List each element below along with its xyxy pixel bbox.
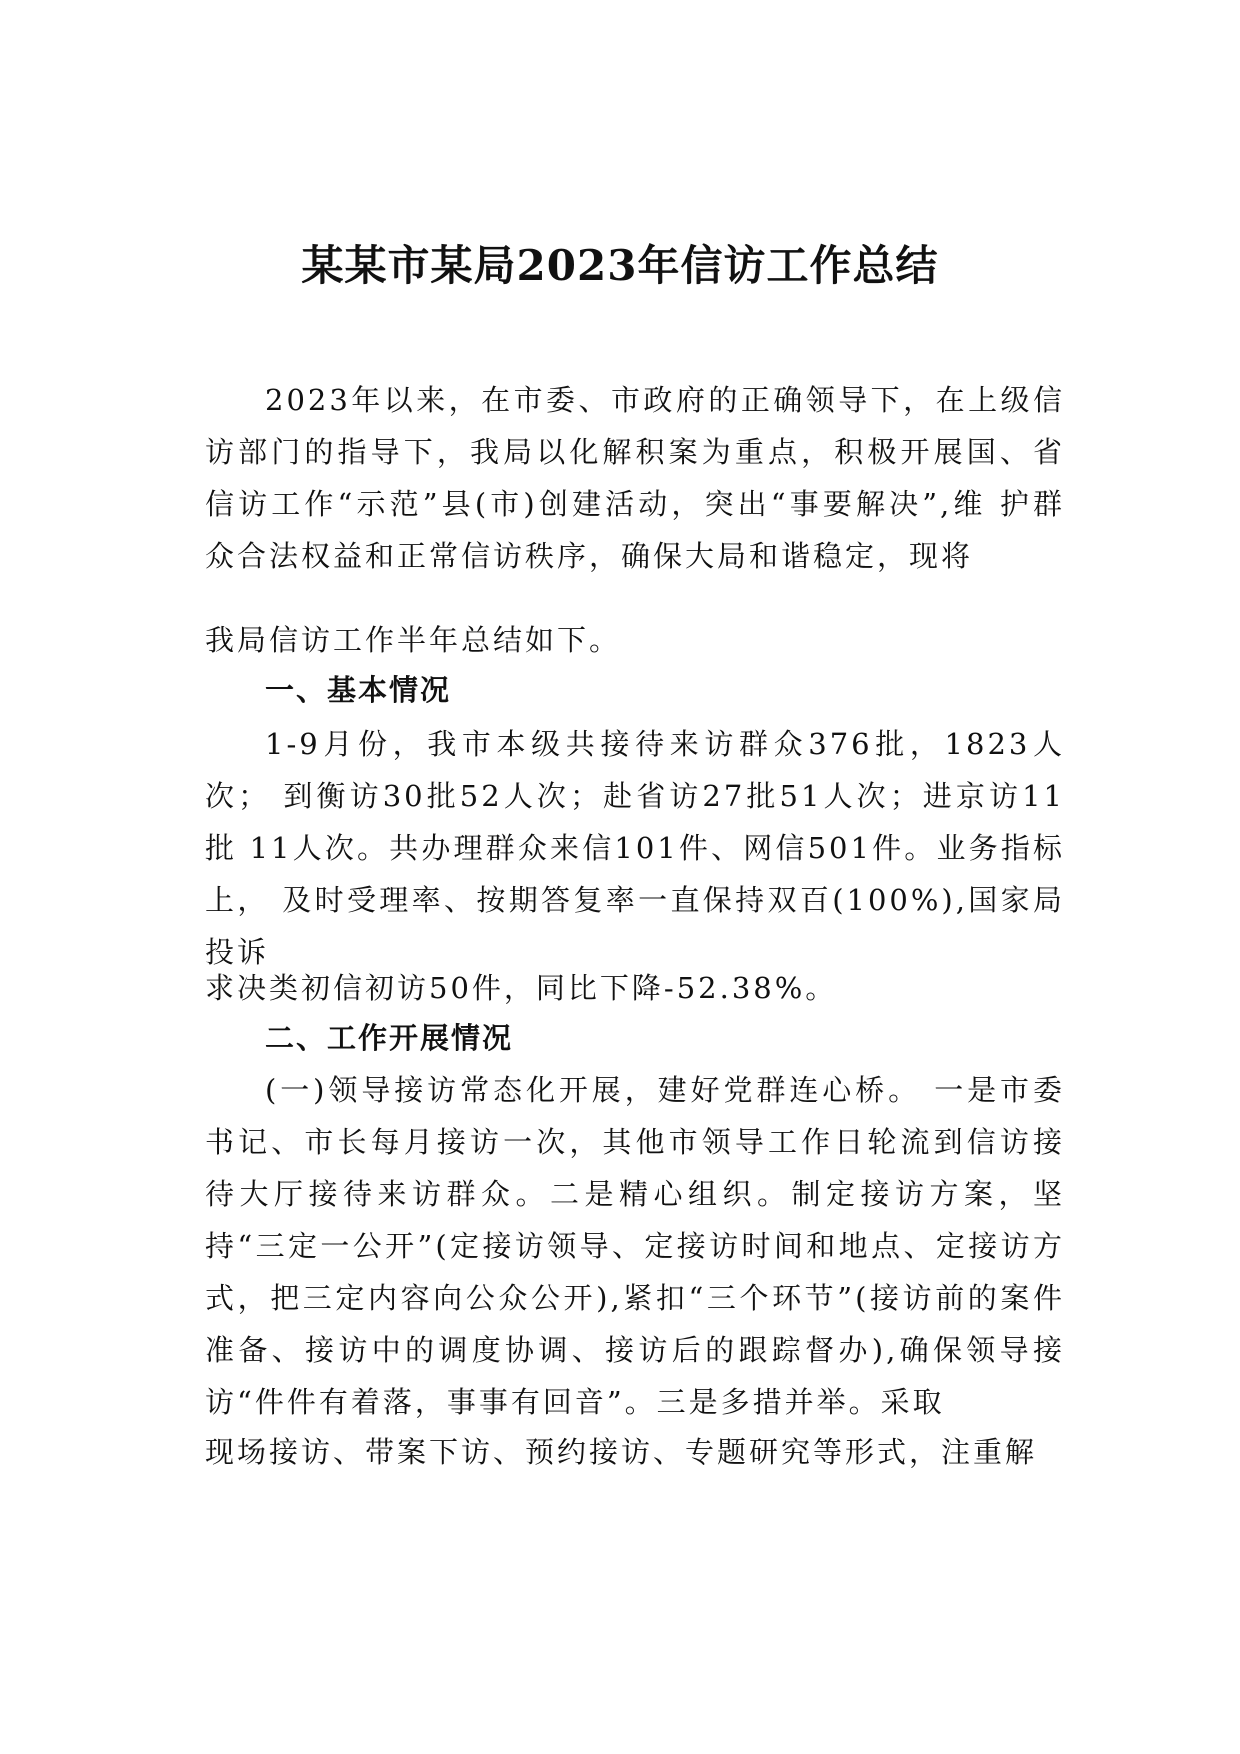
section1-heading: 一、基本情况 [265,673,452,707]
intro-continuation: 我局信访工作半年总结如下。 [205,623,622,657]
document-title: 某某市某局2023年信访工作总结 [301,241,939,290]
section2-paragraph: (一)领导接访常态化开展，建好党群连心桥。 一是市委书记、市长每月接访一次，其他市领导工作日轮流到信访接待大厅接待来访群众。二是精心组织。制定接访方案，坚持“三定一公开”(定接访领导、定接访时间和地点、定接访方式，把三定内容向公众公开),紧扣“三个环节”(接访前的案件准备、接访中的调度协调、接访后的跟踪督办),确保领导接访“件件有着落，事事有回音”。三是多措并举。采取 [205,1073,1065,1419]
section2-heading: 二、工作开展情况 [265,1021,514,1055]
intro-paragraph: 2023年以来，在市委、市政府的正确领导下，在上级信 访部门的指导下，我局以化解积案为重点，积极开展国、省 信访工作“示范”县(市)创建活动，突出“事要解决”,维 护群众合法权益和正常信访秩序，确保大局和谐稳定，现将 [205,383,1065,573]
section1-continuation: 求决类初信初访50件，同比下降-52.38%。 [205,971,838,1005]
section2-continuation: 现场接访、带案下访、预约接访、专题研究等形式，注重解 [205,1435,1038,1469]
section1-paragraph: 1-9月份，我市本级共接待来访群众376批，1823人次； 到衡访30批52人次；赴省访27批51人次；进京访11批 11人次。共办理群众来信101件、网信501件。业务指标上， 及时受理率、按期答复率一直保持双百(100%),国家局投诉 [205,727,1065,969]
